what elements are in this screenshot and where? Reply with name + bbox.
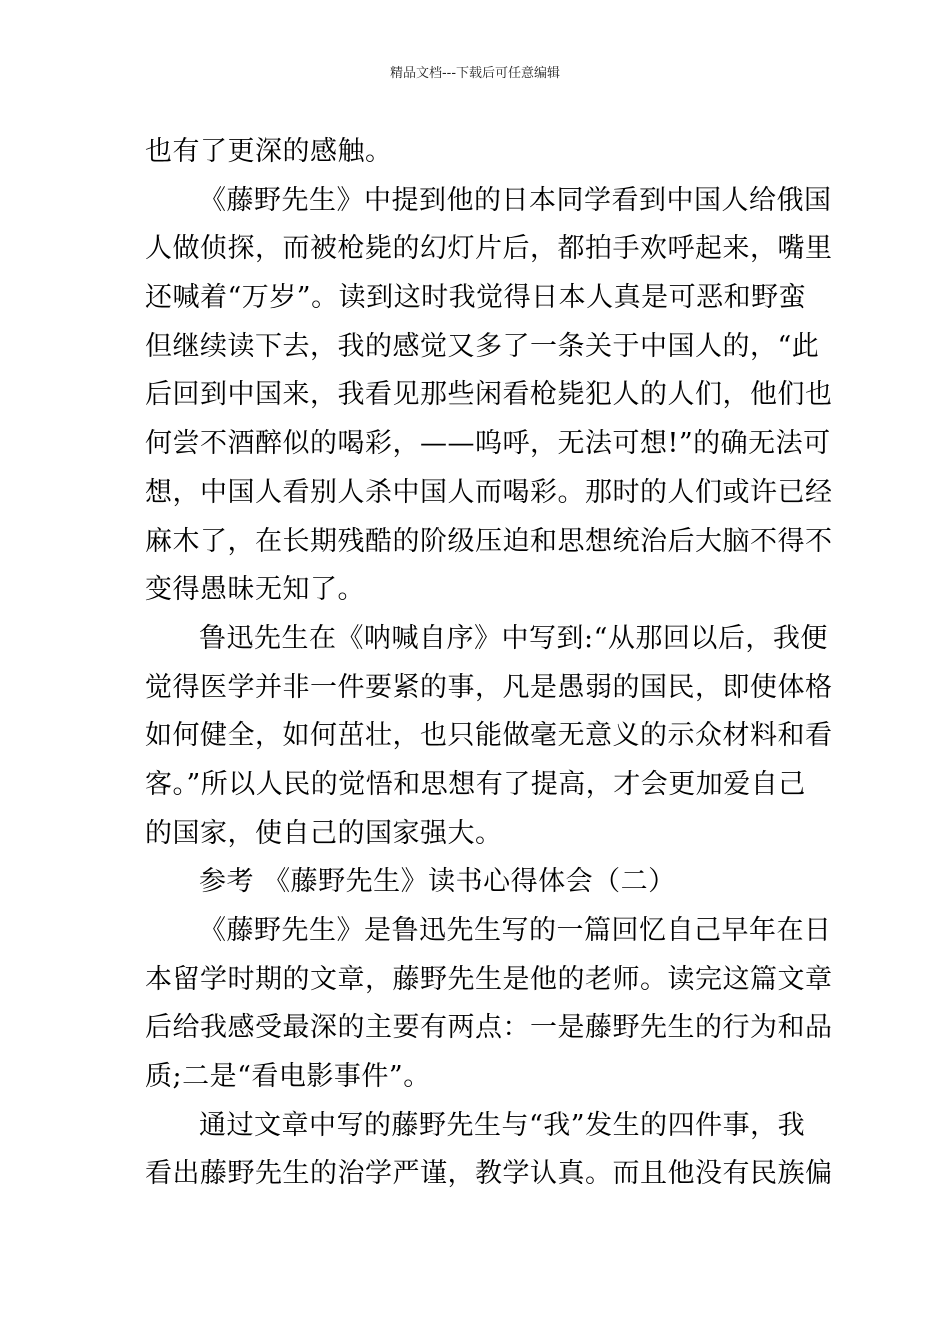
document-body [145, 128, 833, 1199]
text-line: 也有了更深的感触。 [145, 136, 393, 167]
text-line: 变得愚昧无知了。 [145, 574, 365, 606]
text-line: 何尝不酒醉似的喝彩，——呜呼，无法可想!”的确无法可 [145, 428, 831, 460]
text-line: 通过文章中写的藤野先生与“我”发生的四件事，我 [199, 1109, 806, 1141]
text-line: 的国家，使自己的国家强大。 [145, 817, 503, 849]
text-line: 人做侦探，而被枪毙的幻灯片后，都拍手欢呼起来，嘴里 [145, 233, 833, 265]
text-line: 《藤野先生》中提到他的日本同学看到中国人给俄国 [199, 184, 832, 216]
text-line: 《藤野先生》是鲁迅先生写的一篇回忆自己早年在日 [199, 915, 832, 946]
text-line: 但继续读下去，我的感觉又多了一条关于中国人的，“此 [145, 330, 820, 362]
page-header: 精品文档---下载后可任意编辑 [389, 66, 561, 81]
text-line: 客。”所以人民的觉悟和思想有了提高，才会更加爱自己 [145, 768, 806, 800]
text-line: 本留学时期的文章，藤野先生是他的老师。读完这篇文章 [145, 963, 833, 995]
text-line: 后回到中国来，我看见那些闲看枪毙犯人的人们，他们也 [145, 379, 833, 411]
text-line: 参考 《藤野先生》读书心得体会（二） [199, 866, 676, 898]
text-line: 觉得医学并非一件要紧的事，凡是愚弱的国民，即使体格 [145, 671, 833, 703]
text-line: 还喊着“万岁”。读到这时我觉得日本人真是可恶和野蛮 [145, 282, 807, 314]
text-line: 如何健全，如何茁壮，也只能做毫无意义的示众材料和看 [145, 720, 833, 752]
text-line: 看出藤野先生的治学严谨，教学认真。而且他没有民族偏 [145, 1158, 833, 1190]
text-line: 后给我感受最深的主要有两点：一是藤野先生的行为和品 [145, 1012, 833, 1044]
text-line: 质;二是“看电影事件”。 [145, 1061, 431, 1093]
text-line: 麻木了，在长期残酷的阶级压迫和思想统治后大脑不得不 [145, 525, 833, 557]
text-line: 鲁迅先生在《呐喊自序》中写到:“从那回以后，我便 [199, 622, 828, 654]
text-line: 想，中国人看别人杀中国人而喝彩。那时的人们或许已经 [145, 476, 833, 508]
